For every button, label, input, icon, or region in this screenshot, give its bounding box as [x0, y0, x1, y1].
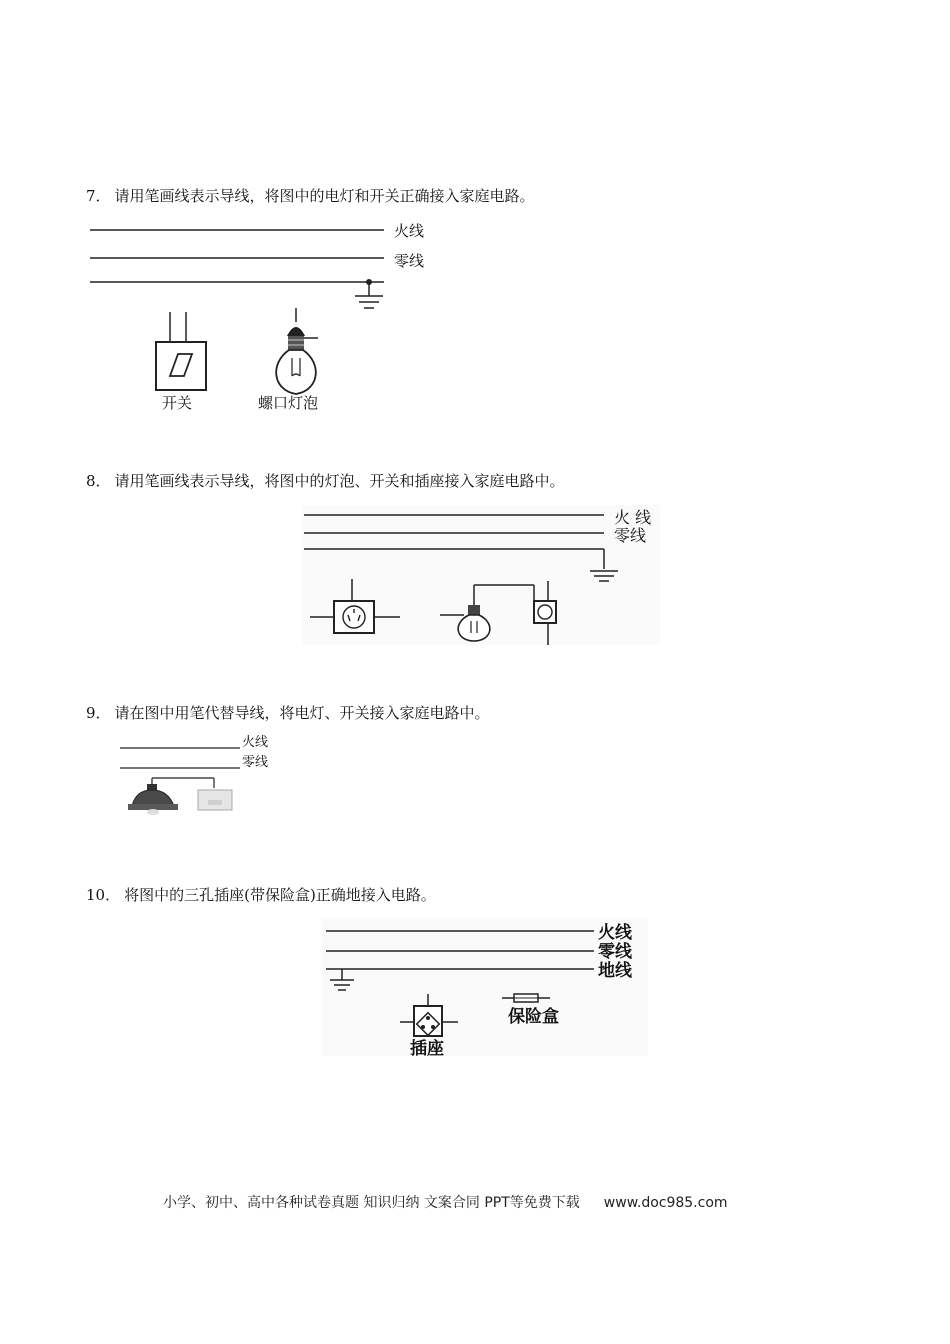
q9-circuit-figure [116, 732, 276, 816]
question-7 [86, 186, 535, 206]
live-label: 火线 [394, 222, 425, 240]
neutral-label: 零线 [598, 942, 632, 962]
bulb-label: 螺口灯泡 [258, 394, 319, 412]
question-8 [86, 471, 565, 491]
neutral-label: 零线 [394, 252, 425, 270]
footer-text: 小学、初中、高中各种试卷真题 知识归纳 文案合同 PPT等免费下载 [163, 1195, 580, 1211]
q7-circuit-figure [86, 218, 446, 418]
question-text: 请用笔画线表示导线，将图中的电灯和开关正确接入家庭电路。 [114, 187, 535, 205]
q8-circuit-figure [302, 505, 662, 647]
fuse-box-label: 保险盒 [508, 1007, 559, 1027]
switch-label: 开关 [162, 394, 193, 412]
ground-symbol-icon [355, 279, 383, 308]
neutral-label: 零线 [614, 526, 647, 545]
switch-icon [156, 312, 206, 390]
question-number: 9． [86, 704, 111, 722]
switch-icon [198, 790, 232, 810]
footer-url[interactable]: www.doc985.com [603, 1195, 728, 1211]
question-9 [86, 703, 490, 723]
question-text: 请在图中用笔代替导线，将电灯、开关接入家庭电路中。 [114, 704, 490, 722]
live-label: 火 线 [614, 508, 652, 527]
question-text: 将图中的三孔插座(带保险盒)正确地接入电路。 [124, 886, 436, 904]
question-text: 请用笔画线表示导线，将图中的灯泡、开关和插座接入家庭电路中。 [114, 472, 565, 490]
question-number: 7． [86, 187, 111, 205]
question-number: 8． [86, 472, 111, 490]
socket-label: 插座 [410, 1039, 444, 1058]
ground-label: 地线 [598, 961, 632, 981]
q10-circuit-figure [322, 918, 652, 1058]
live-label: 火线 [598, 923, 632, 943]
live-label: 火线 [242, 735, 269, 750]
footer [163, 1192, 728, 1212]
neutral-label: 零线 [242, 755, 269, 770]
question-number: 10． [86, 886, 121, 904]
question-10 [86, 885, 436, 905]
screw-bulb-icon [276, 308, 318, 394]
